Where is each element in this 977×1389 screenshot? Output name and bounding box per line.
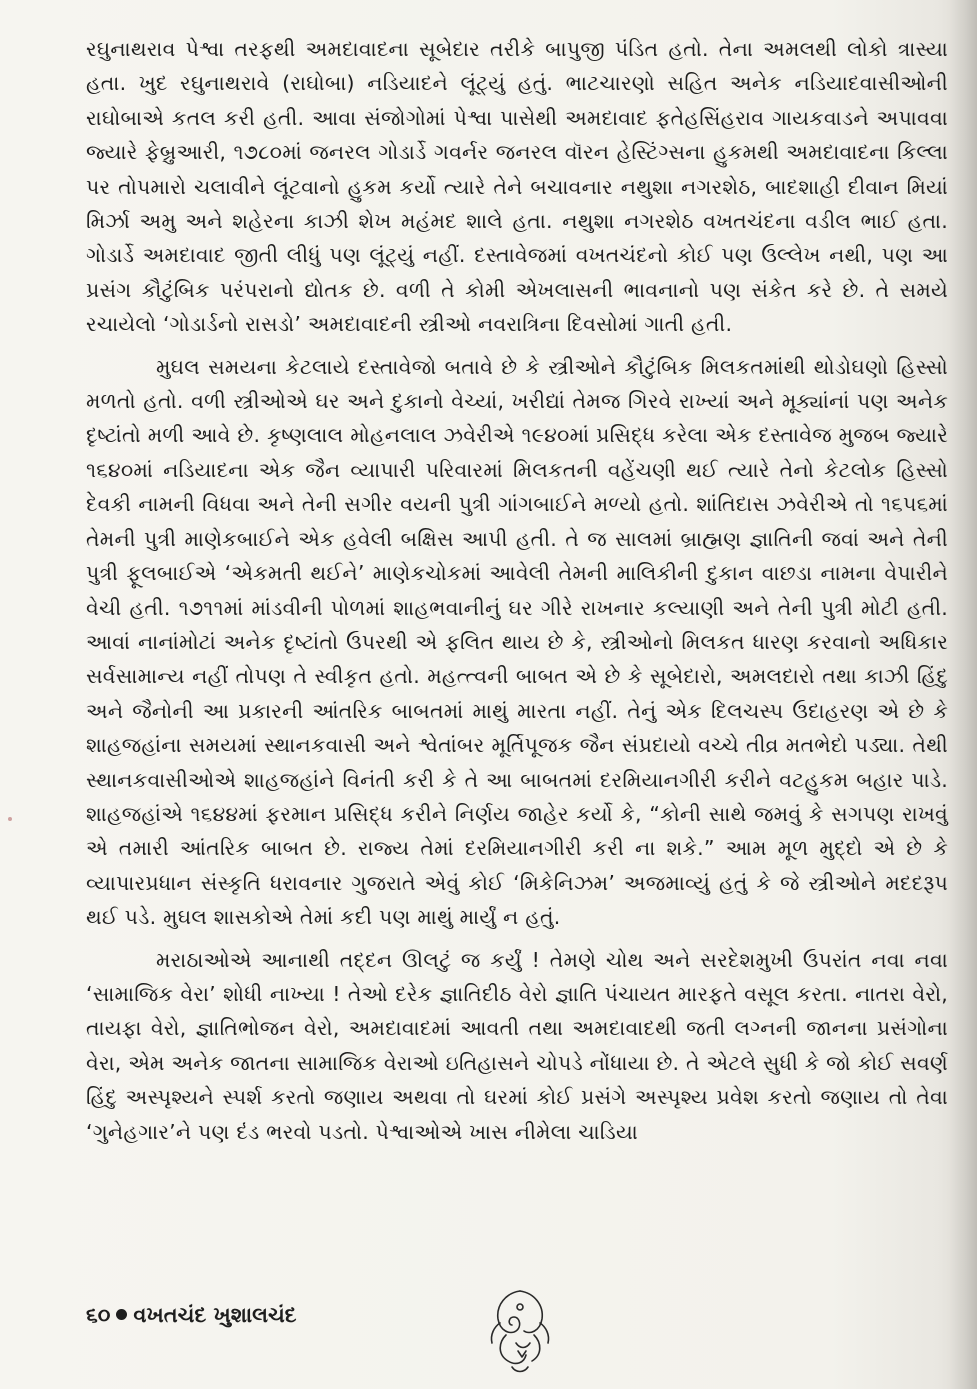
running-title: વખતચંદ ખુશાલચંદ: [133, 1303, 297, 1327]
paragraph-1: રઘુનાથરાવ પેશ્વા તરફથી અમદાવાદના સૂબેદાર તરીકે બાપુજી પંડિત હતો. તેના અમલથી લોકો ત્રાસ્યા હતા. ખુદ રઘુનાથરાવે (રાઘોબા) નડિયાદને લૂંટ્યું હતું. ભાટચારણો સહિત અનેક નડિયાદવાસીઓની રાઘોબાએ કતલ કરી હતી. આવા સંજોગોમાં પેશ્વા પાસેથી અમદાવાદ ફતેહસિંહરાવ ગાયકવાડને અપાવવા જ્યારે ફેબ્રુઆરી, ૧૭૮૦માં જનરલ ગોડાર્ડે ગવર્નર જનરલ વૉરન હેસ્ટિંગ્સના હુકમથી અમદાવાદના કિલ્લા પર તોપમારો ચલાવીને લૂંટવાનો હુકમ કર્યો ત્યારે તેને બચાવનાર નથુશા નગરશેઠ, બાદશાહી દીવાન મિયાં મિર્ઝા અમુ અને શહેરના કાઝી શેખ મહંમદ શાલે હતા. નથુશા નગરશેઠ વખતચંદના વડીલ ભાઈ હતા. ગોડાર્ડે અમદાવાદ જીતી લીધું પણ લૂંટ્યું નહીં. દસ્તાવેજમાં વખતચંદનો કોઈ પણ ઉલ્લેખ નથી, પણ આ પ્રસંગ કૌટુંબિક પરંપરાનો દ્યોતક છે. વળી તે કોમી એખલાસની ભાવનાનો પણ સંકેત કરે છે. તે સમયે રચાયેલો ‘ગોડાર્ડનો રાસડો’ અમદાવાદની સ્ત્રીઓ નવરાત્રિના દિવસોમાં ગાતી હતી.: [86, 37, 948, 337]
body-text: [86, 32, 948, 1149]
paragraph-3: મરાઠાઓએ આનાથી તદ્દન ઊલટું જ કર્યું ! તેમણે ચોથ અને સરદેશમુખી ઉપરાંત નવા નવા ‘સામાજિક વેરા’ શોધી નાખ્યા ! તેઓ દરેક જ્ઞાતિદીઠ વેરો જ્ઞાતિ પંચાયત મારફતે વસૂલ કરતા. નાતરા વેરો, તાયફા વેરો, જ્ઞાતિભોજન વેરો, અમદાવાદમાં આવતી તથા અમદાવાદથી જતી લગ્નની જાનના પ્રસંગોના વેરા, એમ અનેક જાતના સામાજિક વેરાઓ ઇતિહાસને ચોપડે નોંધાયા છે. તે એટલે સુધી કે જો કોઈ સવર્ણ હિંદુ અસ્પૃશ્યને સ્પર્શ કરતો જણાય અથવા તો ઘરમાં કોઈ પ્રસંગે અસ્પૃશ્ય પ્રવેશ કરતો જણાય તો તેવા ‘ગુનેહગાર’ને પણ દંડ ભરવો પડતો. પેશ્વાઓએ ખાસ નીમેલા ચાડિયા: [86, 947, 948, 1144]
page-number: ૬૦: [86, 1303, 111, 1327]
paragraph-2: મુઘલ સમયના કેટલાયે દસ્તાવેજો બતાવે છે કે સ્ત્રીઓને કૌટુંબિક મિલકતમાંથી થોડોઘણો હિસ્સો મળતો હતો. વળી સ્ત્રીઓએ ઘર અને દુકાનો વેચ્યાં, ખરીદ્યાં તેમજ ગિરવે રાખ્યાં અને મૂક્યાંનાં પણ અનેક દૃષ્ટાંતો મળી આવે છે. કૃષ્ણલાલ મોહનલાલ ઝવેરીએ ૧૯૪૦માં પ્રસિદ્ધ કરેલા એક દસ્તાવેજ મુજબ જ્યારે ૧૬૪૦માં નડિયાદના એક જૈન વ્યાપારી પરિવારમાં મિલકતની વહેંચણી થઈ ત્યારે તેનો કેટલોક હિસ્સો દેવકી નામની વિધવા અને તેની સગીર વયની પુત્રી ગાંગબાઈને મળ્યો હતો. શાંતિદાસ ઝવેરીએ તો ૧૬૫૬માં તેમની પુત્રી માણેકબાઈને એક હવેલી બક્ષિસ આપી હતી. તે જ સાલમાં બ્રાહ્મણ જ્ઞાતિની જવાં અને તેની પુત્રી ફૂલબાઈએ ‘એકમતી થઈને’ માણેકચોકમાં આવેલી તેમની માલિકીની દુકાન વાછડા નામના વેપારીને વેચી હતી. ૧૭૧૧માં માંડવીની પોળમાં શાહભવાનીનું ઘર ગીરે રાખનાર કલ્યાણી અને તેની પુત્રી મોટી હતી. આવાં નાનાંમોટાં અનેક દૃષ્ટાંતો ઉપરથી એ ફલિત થાય છે કે, સ્ત્રીઓનો મિલકત ધારણ કરવાનો અધિકાર સર્વસામાન્ય નહીં તોપણ તે સ્વીકૃત હતો. મહત્ત્વની બાબત એ છે કે સૂબેદારો, અમલદારો તથા કાઝી હિંદુ અને જૈનોની આ પ્રકારની આંતરિક બાબતમાં માથું મારતા નહીં. તેનું એક દિલચસ્પ ઉદાહરણ એ છે કે શાહજહાંના સમયમાં સ્થાનકવાસી અને શ્વેતાંબર મૂર્તિપૂજક જૈન સંપ્રદાયો વચ્ચે તીવ્ર મતભેદો પડ્યા. તેથી સ્થાનકવાસીઓએ શાહજહાંને વિનંતી કરી કે તે આ બાબતમાં દરમિયાનગીરી કરીને વટહુકમ બહાર પાડે. શાહજહાંએ ૧૬૪૪માં ફરમાન પ્રસિદ્ધ કરીને નિર્ણય જાહેર કર્યો કે, “કોની સાથે જમવું કે સગપણ રાખવું એ તમારી આંતરિક બાબત છે. રાજ્ય તેમાં દરમિયાનગીરી કરી ના શકે.” આમ મૂળ મુદ્દો એ છે કે વ્યાપારપ્રધાન સંસ્કૃતિ ધરાવનાર ગુજરાતે એવું કોઈ ‘મિકેનિઝમ’ અજમાવ્યું હતું કે જે સ્ત્રીઓને મદદરૂપ થઈ પડે. મુઘલ શાસકોએ તેમાં કદી પણ માથું માર્યું ન હતું.: [86, 354, 948, 930]
bullet-dot-icon: [116, 1309, 127, 1320]
decorative-ornament-icon: [476, 1283, 564, 1379]
paper-speck: [8, 817, 12, 821]
page-footer: [86, 1303, 297, 1328]
page-edge-shadow: [949, 0, 977, 1389]
